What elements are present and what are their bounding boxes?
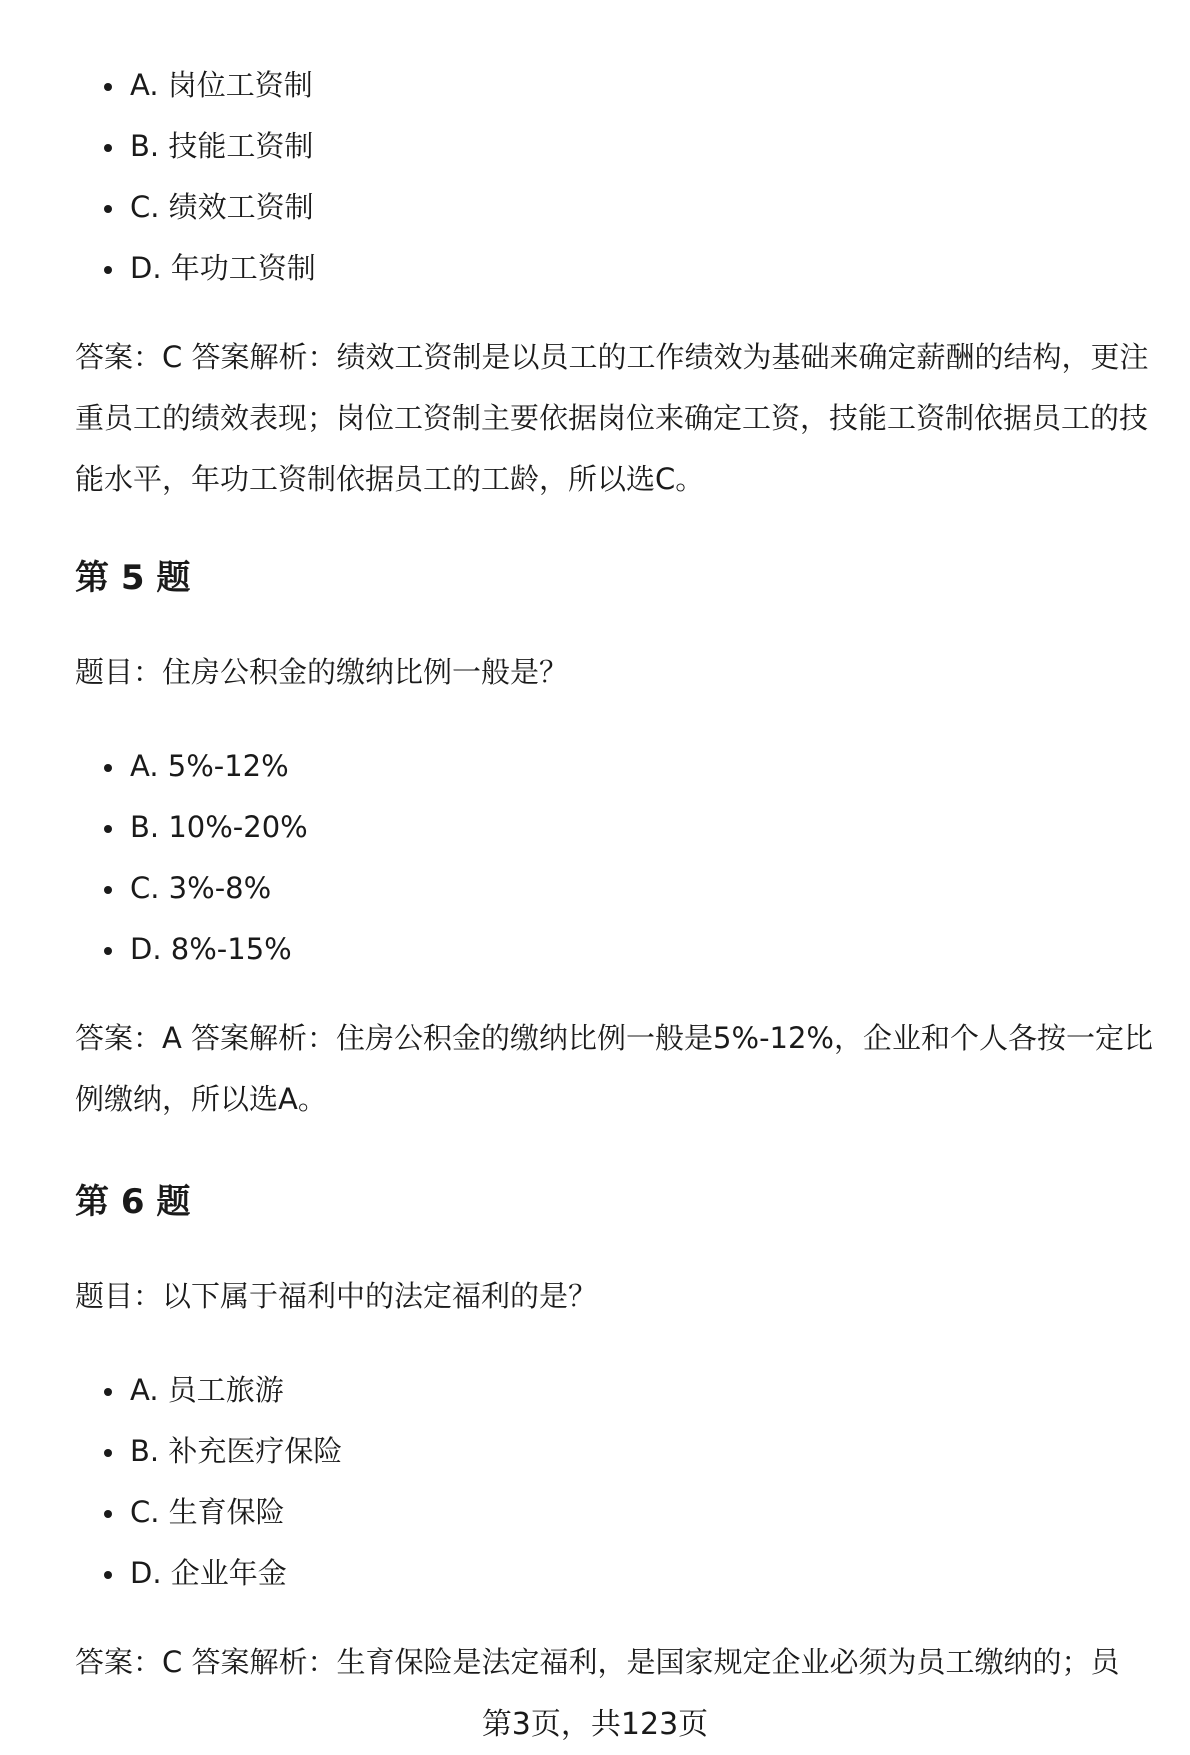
option-c: C. 生育保险 — [100, 1482, 342, 1543]
question-4-options — [100, 55, 316, 299]
question-5-options — [100, 736, 308, 980]
question-4-answer: 答案：C 答案解析：绩效工资制是以员工的工作绩效为基础来确定薪酬的结构，更注重员工的绩效表现；岗位工资制主要依据岗位来确定工资，技能工资制依据员工的技能水平，年功工资制依据员工的工龄，所以选C。 — [75, 340, 1149, 496]
question-5-heading: 第 5 题 — [75, 558, 191, 598]
option-c: C. 绩效工资制 — [100, 177, 316, 238]
option-b: B. 技能工资制 — [100, 116, 316, 177]
question-5-answer: 答案：A 答案解析：住房公积金的缴纳比例一般是5%-12%，企业和个人各按一定比例缴纳，所以选A。 — [75, 1021, 1153, 1116]
question-6-options — [100, 1360, 342, 1604]
option-a: A. 岗位工资制 — [100, 55, 316, 116]
option-c: C. 3%-8% — [100, 858, 308, 919]
question-6-text: 题目：以下属于福利中的法定福利的是？ — [75, 1279, 598, 1313]
option-b: B. 10%-20% — [100, 797, 308, 858]
question-5-text: 题目：住房公积金的缴纳比例一般是？ — [75, 655, 569, 689]
question-6-answer: 答案：C 答案解析：生育保险是法定福利，是国家规定企业必须为员工缴纳的；员 — [75, 1645, 1120, 1679]
option-d: D. 8%-15% — [100, 919, 308, 980]
option-d: D. 年功工资制 — [100, 238, 316, 299]
question-6-heading: 第 6 题 — [75, 1182, 191, 1222]
option-a: A. 员工旅游 — [100, 1360, 342, 1421]
option-a: A. 5%-12% — [100, 736, 308, 797]
page-number: 第3页，共123页 — [481, 1707, 709, 1742]
option-b: B. 补充医疗保险 — [100, 1421, 342, 1482]
option-d: D. 企业年金 — [100, 1543, 342, 1604]
